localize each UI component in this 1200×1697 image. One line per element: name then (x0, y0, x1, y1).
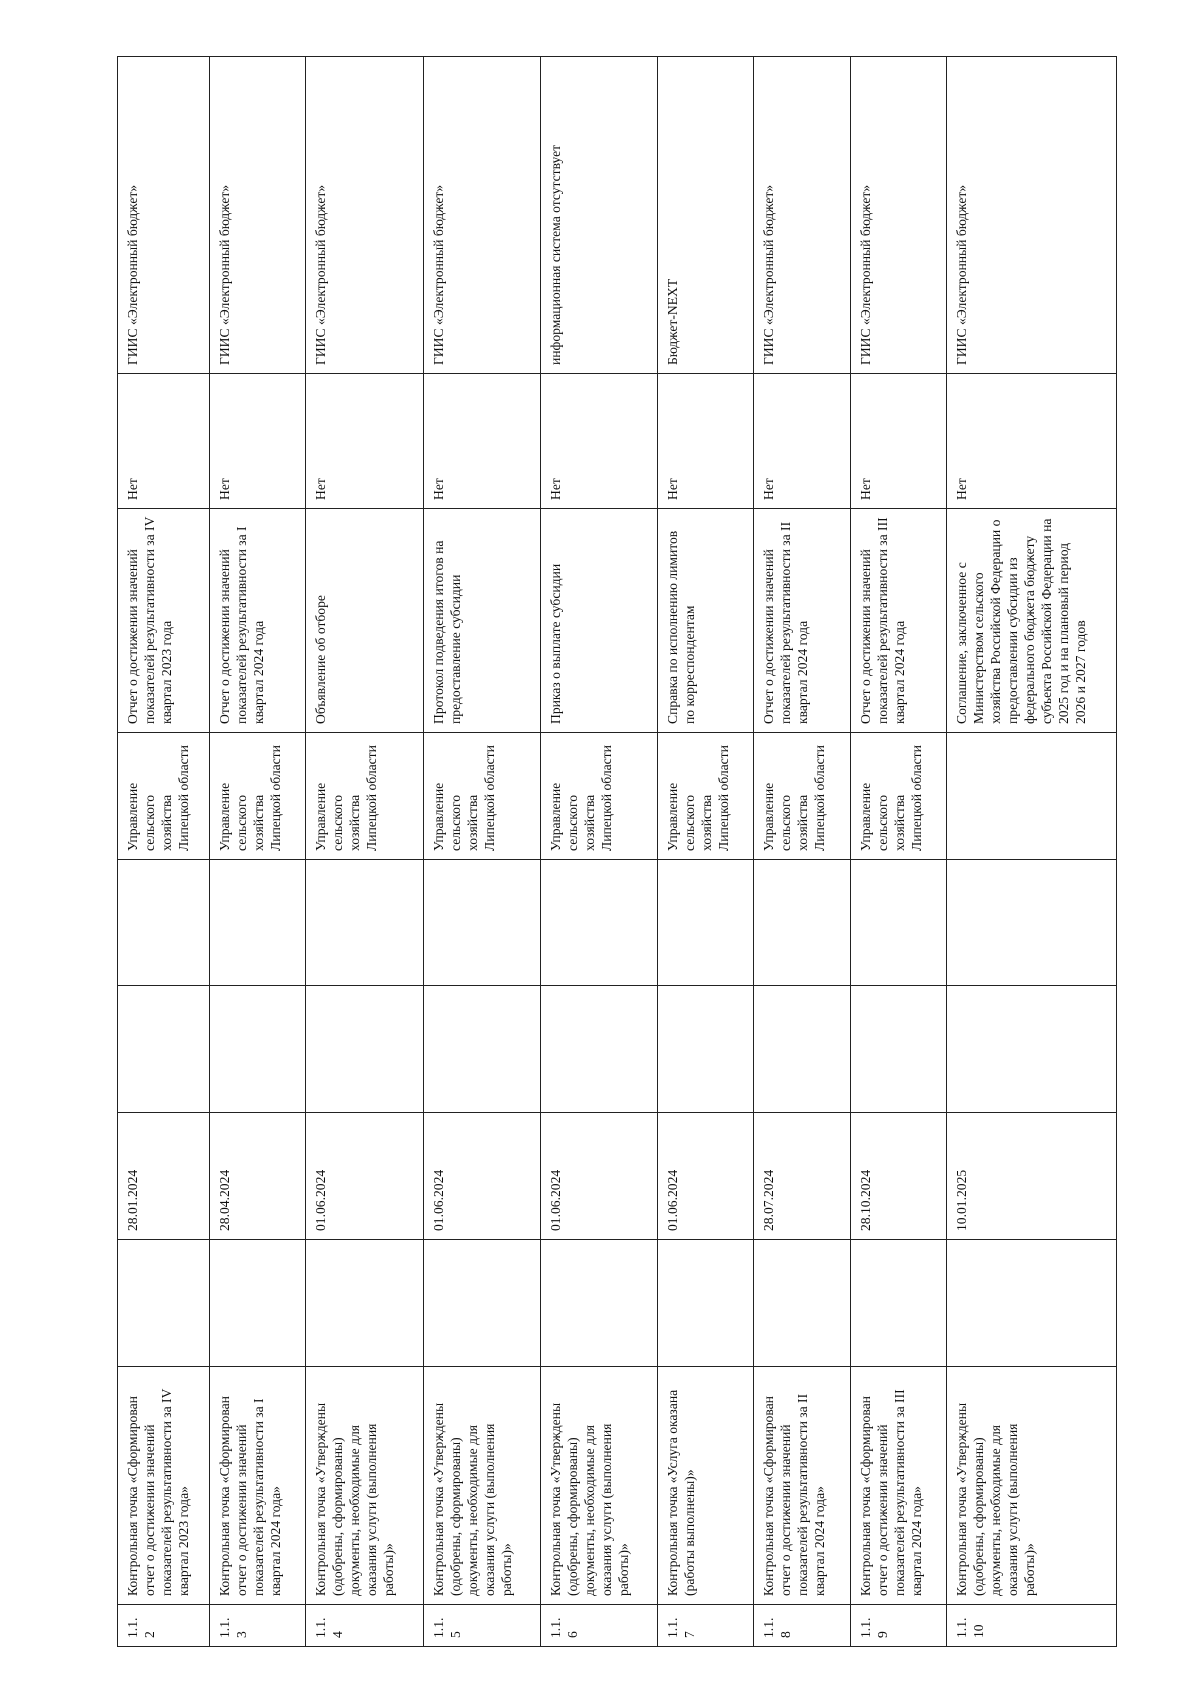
information-system-cell: ГИИС «Электронный бюджет» (306, 57, 423, 374)
start-date-cell (306, 1240, 423, 1367)
start-date-cell (658, 1240, 754, 1367)
empty-cell (754, 860, 850, 986)
start-date-cell (540, 1240, 657, 1367)
end-date-cell: 01.06.2024 (658, 1113, 754, 1240)
flag-cell: Нет (658, 374, 754, 509)
document-cell: Справка по исполнению лимитов по корреспондентам (658, 509, 754, 733)
control-point-name-cell: Контрольная точка «Сформирован отчет о достижении значений показателей результативности за III квартал 2024 года» (850, 1367, 946, 1605)
flag-cell: Нет (210, 374, 306, 509)
table-body (118, 57, 1117, 1647)
end-date-cell: 01.06.2024 (306, 1113, 423, 1240)
empty-cell (306, 986, 423, 1113)
information-system-cell: ГИИС «Электронный бюджет» (423, 57, 540, 374)
responsible-cell: Управление сельского хозяйства Липецкой области (754, 733, 850, 860)
document-cell: Протокол подведения итогов на предоставление субсидии (423, 509, 540, 733)
start-date-cell (754, 1240, 850, 1367)
document-cell: Отчет о достижении значений показателей результативности за IV квартал 2023 года (118, 509, 210, 733)
empty-cell (118, 986, 210, 1113)
table-row (423, 57, 540, 1647)
empty-cell (947, 860, 1117, 986)
empty-cell (423, 986, 540, 1113)
document-cell: Отчет о достижении значений показателей результативности за III квартал 2024 года (850, 509, 946, 733)
empty-cell (210, 860, 306, 986)
responsible-cell: Управление сельского хозяйства Липецкой области (306, 733, 423, 860)
responsible-cell: Управление сельского хозяйства Липецкой области (850, 733, 946, 860)
row-number-cell: 1.1.5 (423, 1605, 540, 1647)
document-cell: Соглашение, заключенное с Министерством сельского хозяйства Российской Федерации о предоставлении субсидии из федерального бюджета бюджету субъекта Российской Федерации на 2025 год и на плановый период 2026 и 2027 годов (947, 509, 1117, 733)
information-system-cell: ГИИС «Электронный бюджет» (210, 57, 306, 374)
document-cell: Объявление об отборе (306, 509, 423, 733)
responsible-cell: Управление сельского хозяйства Липецкой области (423, 733, 540, 860)
empty-cell (540, 860, 657, 986)
end-date-cell: 01.06.2024 (423, 1113, 540, 1240)
document-cell: Отчет о достижении значений показателей результативности за I квартал 2024 года (210, 509, 306, 733)
information-system-cell: Бюджет-NEXT (658, 57, 754, 374)
flag-cell: Нет (118, 374, 210, 509)
empty-cell (754, 986, 850, 1113)
table-row (754, 57, 850, 1647)
responsible-cell: Управление сельского хозяйства Липецкой области (540, 733, 657, 860)
row-number-cell: 1.1.3 (210, 1605, 306, 1647)
row-number-cell: 1.1.7 (658, 1605, 754, 1647)
control-point-name-cell: Контрольная точка «Утверждены (одобрены, сформированы) документы, необходимые для оказания услуги (выполнения работы)» (306, 1367, 423, 1605)
table-row (947, 57, 1117, 1647)
start-date-cell (423, 1240, 540, 1367)
responsible-cell: Управление сельского хозяйства Липецкой области (118, 733, 210, 860)
flag-cell: Нет (540, 374, 657, 509)
table-row (658, 57, 754, 1647)
table-row (210, 57, 306, 1647)
end-date-cell: 10.01.2025 (947, 1113, 1117, 1240)
control-point-name-cell: Контрольная точка «Утверждены (одобрены, сформированы) документы, необходимые для оказания услуги (выполнения работы)» (947, 1367, 1117, 1605)
flag-cell: Нет (850, 374, 946, 509)
end-date-cell: 01.06.2024 (540, 1113, 657, 1240)
row-number-cell: 1.1.9 (850, 1605, 946, 1647)
end-date-cell: 28.01.2024 (118, 1113, 210, 1240)
row-number-cell: 1.1.4 (306, 1605, 423, 1647)
empty-cell (423, 860, 540, 986)
responsible-cell: Управление сельского хозяйства Липецкой области (210, 733, 306, 860)
flag-cell: Нет (947, 374, 1117, 509)
control-point-name-cell: Контрольная точка «Утверждены (одобрены, сформированы) документы, необходимые для оказания услуги (выполнения работы)» (423, 1367, 540, 1605)
control-point-name-cell: Контрольная точка «Утверждены (одобрены, сформированы) документы, необходимые для оказания услуги (выполнения работы)» (540, 1367, 657, 1605)
start-date-cell (118, 1240, 210, 1367)
start-date-cell (850, 1240, 946, 1367)
row-number-cell: 1.1.6 (540, 1605, 657, 1647)
empty-cell (118, 860, 210, 986)
control-point-name-cell: Контрольная точка «Сформирован отчет о достижении значений показателей результативности за II квартал 2024 года» (754, 1367, 850, 1605)
end-date-cell: 28.10.2024 (850, 1113, 946, 1240)
responsible-cell: Управление сельского хозяйства Липецкой области (658, 733, 754, 860)
control-point-name-cell: Контрольная точка «Сформирован отчет о достижении значений показателей результативности за IV квартал 2023 года» (118, 1367, 210, 1605)
row-number-cell: 1.1.10 (947, 1605, 1117, 1647)
control-point-name-cell: Контрольная точка «Услуга оказана (работы выполнены)» (658, 1367, 754, 1605)
empty-cell (658, 860, 754, 986)
information-system-cell: информационная система отсутствует (540, 57, 657, 374)
end-date-cell: 28.04.2024 (210, 1113, 306, 1240)
table-row (118, 57, 210, 1647)
row-number-cell: 1.1.8 (754, 1605, 850, 1647)
control-point-name-cell: Контрольная точка «Сформирован отчет о достижении значений показателей результативности за I квартал 2024 года» (210, 1367, 306, 1605)
empty-cell (540, 986, 657, 1113)
document-cell: Отчет о достижении значений показателей результативности за II квартал 2024 года (754, 509, 850, 733)
end-date-cell: 28.07.2024 (754, 1113, 850, 1240)
information-system-cell: ГИИС «Электронный бюджет» (947, 57, 1117, 374)
start-date-cell (947, 1240, 1117, 1367)
table-row (540, 57, 657, 1647)
empty-cell (210, 986, 306, 1113)
rotated-page (117, 57, 1117, 1647)
flag-cell: Нет (423, 374, 540, 509)
flag-cell: Нет (754, 374, 850, 509)
start-date-cell (210, 1240, 306, 1367)
information-system-cell: ГИИС «Электронный бюджет» (118, 57, 210, 374)
empty-cell (850, 986, 946, 1113)
flag-cell: Нет (306, 374, 423, 509)
document-cell: Приказ о выплате субсидии (540, 509, 657, 733)
empty-cell (306, 860, 423, 986)
table-row (850, 57, 946, 1647)
information-system-cell: ГИИС «Электронный бюджет» (850, 57, 946, 374)
empty-cell (658, 986, 754, 1113)
row-number-cell: 1.1.2 (118, 1605, 210, 1647)
empty-cell (947, 986, 1117, 1113)
table-row (306, 57, 423, 1647)
responsible-cell (947, 733, 1117, 860)
control-points-table (117, 56, 1117, 1647)
empty-cell (850, 860, 946, 986)
information-system-cell: ГИИС «Электронный бюджет» (754, 57, 850, 374)
